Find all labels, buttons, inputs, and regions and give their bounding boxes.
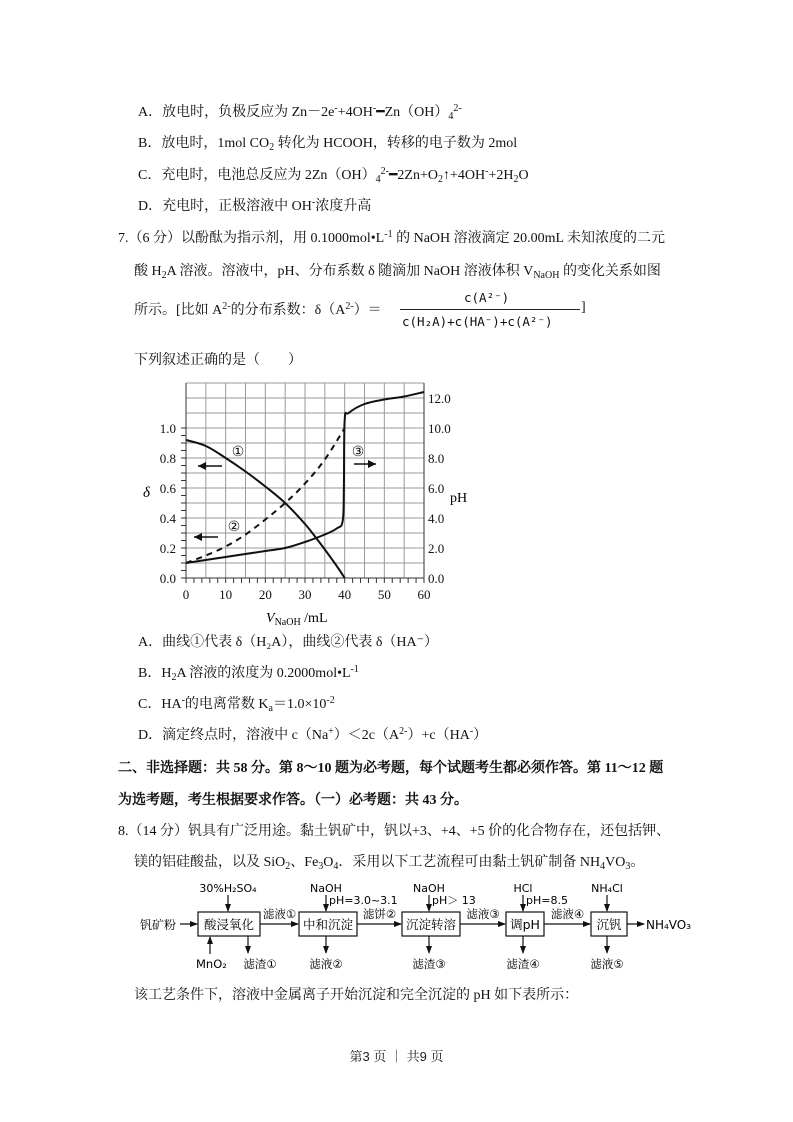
option-text: 充电时，正极溶液中 OH xyxy=(162,199,312,214)
flow-box-label: 调pH xyxy=(510,917,540,932)
flow-residue: 滤液② xyxy=(309,957,343,971)
option-text: ）+c（HA xyxy=(407,728,470,743)
stem-text: ）＝ xyxy=(353,303,382,318)
q7-option-a xyxy=(138,634,438,652)
sup: 2- xyxy=(380,166,389,177)
sup: - xyxy=(469,726,474,737)
sup: - xyxy=(181,695,185,706)
sub: 2 xyxy=(171,672,177,683)
stem-text: 所示。[比如 A xyxy=(134,303,223,318)
option-text: 放电时，负极反应为 Zn－2e xyxy=(162,105,335,120)
stem-text: 酸 H xyxy=(134,264,162,279)
flow-stream-label: 滤液④ xyxy=(550,907,585,921)
option-text: ） xyxy=(473,728,488,743)
sub: 4 xyxy=(333,861,339,872)
flow-reagent: MnO₂ xyxy=(196,957,227,971)
formula-denominator: c(H₂A)+c(HA⁻)+c(A²⁻) xyxy=(402,314,553,329)
sup: - xyxy=(372,103,377,114)
sub: 3 xyxy=(625,861,631,872)
bracket: ] xyxy=(581,300,586,315)
stem-text: 7.（6 分）以酚酞为指示剂，用 0.1000mol•L xyxy=(118,231,385,246)
page-footer: 第3 页 ｜ 共9 页 xyxy=(349,1049,444,1064)
x-tick-label: 10 xyxy=(219,587,233,602)
y2-tick-label: 4.0 xyxy=(428,511,445,526)
flow-reagent: NaOH xyxy=(310,882,342,895)
y2-tick-label: 0.0 xyxy=(428,571,445,586)
q8-stem-line1: 8.（14 分）钒具有广泛用途。黏土钒矿中，钒以+3、+4、+5 价的化合物存在，还包括钾、 xyxy=(118,824,671,839)
option-text: 曲线①代表 δ（H₂A），曲线②代表 δ（HA⁻） xyxy=(162,635,439,650)
option-text: 转化为 HCOOH，转移的电子数为 2mol xyxy=(274,136,518,151)
flow-box-label: 沉淀转溶 xyxy=(405,917,457,932)
flow-box-label: 沉钒 xyxy=(596,917,622,932)
option-text: O xyxy=(518,168,529,183)
flow-reagent: 30%H₂SO₄ xyxy=(199,882,257,895)
flow-residue: 滤渣③ xyxy=(412,957,446,971)
q8-table-intro: 该工艺条件下，溶液中金属离子开始沉淀和完全沉淀的 pH 如下表所示： xyxy=(134,988,579,1003)
sup: -1 xyxy=(384,229,393,240)
sup: -1 xyxy=(350,664,359,675)
q7-prompt: 下列叙述正确的是（ ） xyxy=(134,353,302,368)
flow-residue: 滤液⑤ xyxy=(590,957,624,971)
y-tick-label: 0.0 xyxy=(159,571,176,586)
flow-reagent: HCl xyxy=(513,882,533,895)
stem-text: 的变化关系如图 xyxy=(559,264,661,279)
option-text: HA xyxy=(161,697,182,712)
sup: -2 xyxy=(326,695,335,706)
sup: 2- xyxy=(345,301,354,312)
option-text: ━2Zn+O xyxy=(388,168,438,183)
option-text: 充电时，电池总反应为 2Zn（OH） xyxy=(161,168,376,183)
flow-stream-label: 滤饼② xyxy=(362,907,397,921)
arrow-head-icon xyxy=(194,533,202,541)
option-letter: D． xyxy=(138,199,163,214)
sup: - xyxy=(334,103,338,114)
sub: 4 xyxy=(375,174,381,185)
formula-numerator: c(A²⁻) xyxy=(464,290,510,305)
curve-label-3: ③ xyxy=(351,445,365,460)
x-tick-label: 60 xyxy=(417,587,431,602)
x-axis-label: $V_{NaOH}$ /mL xyxy=(266,611,328,628)
sub: 2 xyxy=(437,174,443,185)
sub: 2 xyxy=(513,174,519,185)
flow-product-label: NH₄VO₃ xyxy=(646,918,692,932)
stem-text: 的分布系数：δ（A xyxy=(230,303,346,318)
sub: a xyxy=(268,703,273,714)
sup: 2- xyxy=(399,726,408,737)
x-tick-label: 40 xyxy=(338,587,352,602)
process-flowchart xyxy=(0,880,793,975)
y2-axis-label: pH xyxy=(450,491,468,506)
option-letter: C． xyxy=(138,697,162,712)
q8-stem-line2 xyxy=(134,854,644,872)
flow-stream-label: 滤液① xyxy=(262,907,297,921)
section2-heading-line2: 为选考题，考生根据要求作答。（一）必考题：共 43 分。 xyxy=(118,793,468,808)
y-tick-label: 0.6 xyxy=(159,481,176,496)
y-tick-label: 0.8 xyxy=(159,451,176,466)
option-text: ━Zn（OH） xyxy=(376,105,449,120)
x-tick-label: 0 xyxy=(182,587,190,602)
flow-residue: 滤渣④ xyxy=(506,957,540,971)
chart-ticks xyxy=(181,428,424,583)
y-tick-label: 0.2 xyxy=(159,541,176,556)
stem-text: 镁的铝硅酸盐，以及 SiO xyxy=(134,855,286,870)
stem-text: 、Fe xyxy=(290,855,319,870)
y2-tick-label: 6.0 xyxy=(428,481,445,496)
flow-stream-label: 滤液③ xyxy=(466,907,500,921)
y2-tick-label: 10.0 xyxy=(428,421,451,436)
stem-text: VO xyxy=(605,855,626,870)
flow-box-label: 酸浸氧化 xyxy=(203,917,255,932)
option-letter: A． xyxy=(138,635,163,650)
sup: 2- xyxy=(222,301,231,312)
stem-text: 的 NaOH 溶液滴定 20.00mL 未知浓度的二元 xyxy=(392,231,666,246)
option-text: ↑+4OH xyxy=(442,168,486,183)
y2-tick-label: 2.0 xyxy=(428,541,445,556)
sup: + xyxy=(328,726,334,737)
flow-condition: pH＞ 13 xyxy=(432,894,476,907)
flow-reagent: NaOH xyxy=(413,882,445,895)
option-letter: C． xyxy=(138,168,162,183)
q7-option-d xyxy=(138,727,487,745)
sup: - xyxy=(485,166,489,177)
option-text: 滴定终点时，溶液中 c（Na xyxy=(162,728,329,743)
option-letter: B． xyxy=(138,666,162,681)
y-tick-label: 1.0 xyxy=(159,421,176,436)
x-tick-label: 50 xyxy=(377,587,391,602)
option-text: +4OH xyxy=(337,105,373,120)
flow-start-label: 钒矿粉 xyxy=(140,918,177,932)
option-text: 的电离常数 K xyxy=(184,697,269,712)
y2-tick-label: 12.0 xyxy=(428,391,451,406)
flow-residue: 滤渣① xyxy=(243,957,277,971)
y-tick-label: 0.4 xyxy=(159,511,176,526)
arrow-head-icon xyxy=(198,462,206,470)
option-text: 放电时，1mol CO xyxy=(161,136,270,151)
option-text: ）＜2c（A xyxy=(333,728,400,743)
sub: 2 xyxy=(285,861,291,872)
stem-text: O xyxy=(323,855,334,870)
option-text: +2H xyxy=(488,168,514,183)
sub: 2 xyxy=(161,270,167,281)
sub: 2 xyxy=(269,142,275,153)
stem-text: ．采用以下工艺流程可由黏土钒矿制备 NH xyxy=(338,855,601,870)
option-letter: B． xyxy=(138,136,162,151)
y2-tick-label: 8.0 xyxy=(428,451,445,466)
q7-option-b xyxy=(138,665,359,683)
option-text: H xyxy=(161,666,172,681)
curve-label-1: ① xyxy=(231,445,245,460)
option-text: 浓度升高 xyxy=(315,199,372,214)
sub: 4 xyxy=(600,861,606,872)
curve-label-2: ② xyxy=(227,520,241,535)
flow-reagent: NH₄Cl xyxy=(591,882,623,895)
option-letter: D． xyxy=(138,728,163,743)
option-text: ＝1.0×10 xyxy=(273,697,327,712)
stem-text: A 溶液。溶液中，pH、分布系数 δ 随滴加 NaOH 溶液体积 V xyxy=(166,264,534,279)
arrow-head-icon xyxy=(368,460,376,468)
flow-condition: pH=8.5 xyxy=(526,894,568,907)
section2-heading-line1: 二、非选择题：共 58 分。第 8～10 题为必考题，每个试题考生都必须作答。第 11～12 题 xyxy=(118,761,664,776)
sub: NaOH xyxy=(533,270,560,281)
stem-text: 。 xyxy=(630,855,645,870)
sup: - xyxy=(311,197,316,208)
sub: 4 xyxy=(448,111,454,122)
sub: 3 xyxy=(318,861,324,872)
option-text: A 溶液的浓度为 0.2000mol•L xyxy=(176,666,351,681)
x-tick-label: 30 xyxy=(298,587,312,602)
sup: 2- xyxy=(453,103,462,114)
flow-condition: pH=3.0~3.1 xyxy=(329,894,398,907)
option-letter: A． xyxy=(138,105,163,120)
flow-box-label: 中和沉淀 xyxy=(302,917,354,932)
y-axis-label: δ xyxy=(143,485,150,501)
x-tick-label: 20 xyxy=(258,587,272,602)
q7-option-c xyxy=(138,696,335,714)
